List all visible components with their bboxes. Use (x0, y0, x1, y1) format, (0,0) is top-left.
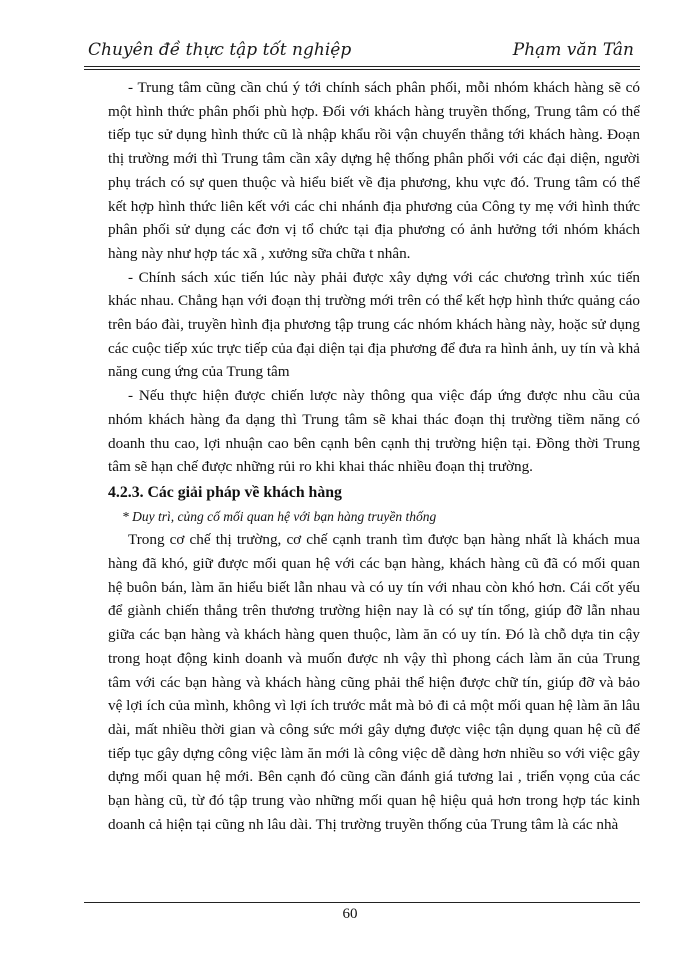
paragraph-distribution: - Trung tâm cũng cần chú ý tới chính sách phân phối, mỗi nhóm khách hàng sẽ có một hình thức phân phối phù hợp. Đối với khách hàng truyền thống, Trung tâm có thể tiếp tục sử dụng hình thức cũ là nhập khẩu rồi vận chuyển thẳng tới khách hàng. Đoạn thị trường mới thì Trung tâm cần xây dựng hệ thống phân phối với các đại diện, người phụ trách có sự quen thuộc và hiểu biết về địa phương, khu vực đó. Trung tâm có thể kết hợp hình thức liên kết với các chi nhánh địa phương của Công ty mẹ với hình thức phân phối sử dụng các đơn vị tổ chức tại địa phương có ảnh hưởng tới nhóm khách hàng này như hợp tác xã , xưởng sữa chữa t nhân. (108, 79, 640, 262)
paragraph-customers: Trong cơ chế thị trường, cơ chế cạnh tranh tìm được bạn hàng nhất là khách mua hàng đã khó, giữ được mối quan hệ với các bạn hàng, khách hàng cũ đã có mối quan hệ buôn bán, làm ăn hiểu biết lẫn nhau và có uy tín với nhau còn khó hơn. Cái cốt yếu để giành chiến thắng trên thương trường hiện nay là có sự tín tổng, giúp đỡ lẫn nhau giữa các bạn hàng và khách hàng quen thuộc, làm ăn có uy tín. Đó là chỗ dựa tin cậy trong hoạt động kinh doanh và muốn được nh vậy thì phong cách làm ăn của Trung tâm với các bạn hàng và khách hàng cũng phải thể hiện được chữ tín, giúp đỡ và bảo vệ lợi ích của mình, không vì lợi ích trước mắt mà bỏ đi cả một mối quan hệ làm ăn lâu dài, mất nhiều thời gian và công sức mới gây dựng được việc tận dụng quan hệ cũ để tiếp tục gây dựng công việc làm ăn mới là công việc dễ dàng hơn nhiều so với việc gây dựng mối quan hệ mới. Bên cạnh đó cũng cần đánh giá tương lai , triển vọng của các bạn hàng cũ, từ đó tập trung vào những mối quan hệ hiệu quả hơn trong hợp tác kinh doanh cả hiện tại cũng nh lâu dài. Thị trường truyền thống của Trung tâm là các nhà (108, 531, 640, 833)
document-body (108, 76, 640, 837)
header-divider (84, 66, 640, 70)
page-header (84, 36, 640, 66)
header-author: Phạm văn Tân (512, 40, 634, 60)
section-heading: 4.2.3. Các giải pháp về khách hàng (108, 483, 342, 501)
subheading: * Duy trì, củng cố mối quan hệ với bạn hàng truyền thống (122, 508, 437, 524)
paragraph-strategy: - Nếu thực hiện được chiến lược này thông qua việc đáp ứng được nhu cầu của nhóm khách hàng đa dạng thì Trung tâm sẽ khai thác đoạn thị trường tiềm năng có doanh thu cao, lợi nhuận cao bên cạnh bên cạnh thị trường hiện tại. Đồng thời Trung tâm sẽ hạn chế được những rủi ro khi khai thác nhiều đoạn thị trường. (108, 387, 640, 476)
page-number: 60 (342, 906, 358, 922)
paragraph-promotion: - Chính sách xúc tiến lúc này phải được xây dựng với các chương trình xúc tiến khác nhau. Chẳng hạn với đoạn thị trường mới trên có thể kết hợp hình thức quảng cáo trên báo đài, truyền hình địa phương tập trung các nhóm khách hàng này, hoặc sử dụng các cuộc tiếp xúc trực tiếp của đại diện tại địa phương để đưa ra hình ảnh, uy tín và khả năng cung ứng của Trung tâm (108, 268, 640, 381)
footer-divider (84, 902, 640, 903)
header-title: Chuyên đề thực tập tốt nghiệp (88, 40, 352, 60)
